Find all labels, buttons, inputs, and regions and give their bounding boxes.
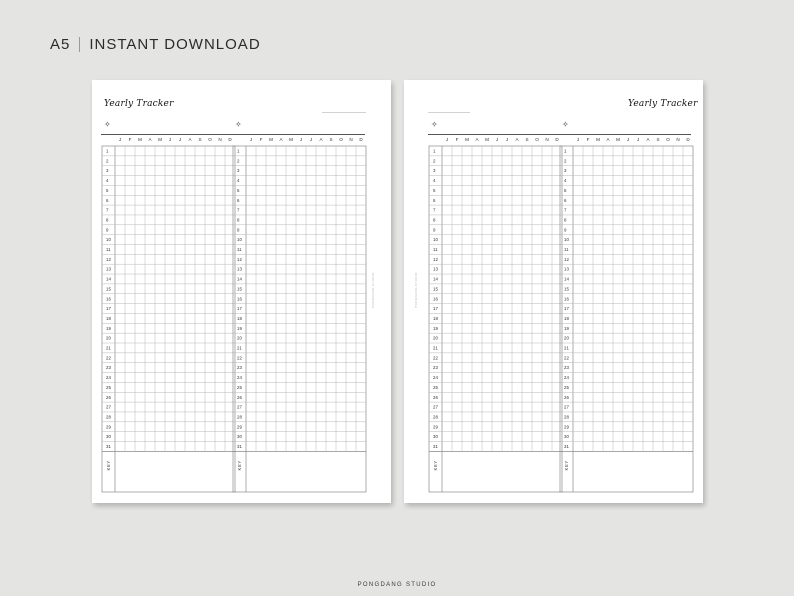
month-label: M bbox=[596, 137, 600, 142]
day-label: 10 bbox=[237, 237, 242, 243]
day-label: 18 bbox=[564, 315, 569, 321]
month-label: M bbox=[289, 137, 293, 142]
day-label: 26 bbox=[564, 394, 569, 400]
day-label: 3 bbox=[237, 168, 240, 174]
day-label: 15 bbox=[564, 286, 569, 292]
day-label: 11 bbox=[237, 247, 242, 253]
day-label: 11 bbox=[433, 247, 438, 253]
format-size: A5 bbox=[50, 36, 71, 53]
month-label: S bbox=[656, 137, 660, 142]
day-label: 11 bbox=[106, 247, 111, 253]
month-label: A bbox=[515, 137, 519, 142]
month-label: A bbox=[475, 137, 479, 142]
month-label: D bbox=[555, 137, 559, 142]
day-label: 16 bbox=[106, 296, 111, 302]
month-label: J bbox=[636, 137, 640, 142]
month-label: J bbox=[299, 137, 303, 142]
month-label: F bbox=[259, 137, 263, 142]
day-label: 4 bbox=[564, 178, 567, 184]
day-label: 3 bbox=[433, 168, 436, 174]
day-label: 17 bbox=[106, 306, 111, 312]
day-label: 25 bbox=[106, 384, 111, 390]
month-label: A bbox=[279, 137, 283, 142]
day-label: 16 bbox=[564, 296, 569, 302]
day-label: 9 bbox=[564, 227, 567, 233]
day-label: 17 bbox=[564, 306, 569, 312]
day-label: 19 bbox=[564, 325, 569, 331]
sparkle-icon: ✧ bbox=[104, 120, 111, 129]
day-label: 13 bbox=[106, 266, 111, 272]
month-label: O bbox=[666, 137, 670, 142]
month-label: J bbox=[495, 137, 499, 142]
day-label: 20 bbox=[433, 335, 438, 341]
day-label: 28 bbox=[433, 414, 438, 420]
month-label: F bbox=[586, 137, 590, 142]
day-label: 5 bbox=[106, 187, 109, 193]
day-label: 23 bbox=[564, 365, 569, 371]
month-label: A bbox=[148, 137, 152, 142]
month-label: N bbox=[545, 137, 549, 142]
day-label: 8 bbox=[564, 217, 567, 223]
day-label: 10 bbox=[564, 237, 569, 243]
day-label: 15 bbox=[433, 286, 438, 292]
day-label: 29 bbox=[433, 424, 438, 430]
day-label: 24 bbox=[564, 375, 569, 381]
day-label: 22 bbox=[237, 355, 242, 361]
sparkle-icon: ✧ bbox=[431, 120, 438, 129]
day-label: 26 bbox=[237, 394, 242, 400]
day-label: 20 bbox=[237, 335, 242, 341]
month-label: A bbox=[188, 137, 192, 142]
day-label: 1 bbox=[564, 148, 567, 154]
day-label: 8 bbox=[433, 217, 436, 223]
key-label: KEY bbox=[564, 460, 569, 471]
month-label: M bbox=[485, 137, 489, 142]
day-label: 5 bbox=[237, 187, 240, 193]
month-label: D bbox=[686, 137, 690, 142]
day-label: 13 bbox=[564, 266, 569, 272]
day-label: 30 bbox=[433, 434, 438, 440]
month-label: S bbox=[329, 137, 333, 142]
month-label: O bbox=[208, 137, 212, 142]
day-label: 21 bbox=[564, 345, 569, 351]
day-label: 31 bbox=[237, 444, 242, 450]
day-label: 28 bbox=[237, 414, 242, 420]
day-label: 14 bbox=[564, 276, 569, 282]
day-label: 8 bbox=[237, 217, 240, 223]
day-label: 6 bbox=[106, 197, 109, 203]
day-label: 14 bbox=[237, 276, 242, 282]
day-label: 28 bbox=[106, 414, 111, 420]
page-title-left: Yearly Tracker bbox=[104, 99, 174, 109]
day-label: 4 bbox=[237, 178, 240, 184]
day-label: 31 bbox=[106, 444, 111, 450]
day-label: 15 bbox=[237, 286, 242, 292]
day-label: 5 bbox=[564, 187, 567, 193]
page-title-right: Yearly Tracker bbox=[628, 99, 698, 109]
month-label: N bbox=[349, 137, 353, 142]
day-label: 30 bbox=[237, 434, 242, 440]
day-label: 19 bbox=[433, 325, 438, 331]
day-label: 12 bbox=[433, 256, 438, 262]
sparkle-icon: ✧ bbox=[235, 120, 242, 129]
day-label: 7 bbox=[106, 207, 109, 213]
day-label: 12 bbox=[237, 256, 242, 262]
day-label: 16 bbox=[237, 296, 242, 302]
month-label: M bbox=[465, 137, 469, 142]
day-label: 15 bbox=[106, 286, 111, 292]
day-label: 19 bbox=[237, 325, 242, 331]
day-label: 25 bbox=[433, 384, 438, 390]
day-label: 2 bbox=[433, 158, 436, 164]
day-label: 26 bbox=[106, 394, 111, 400]
day-label: 13 bbox=[433, 266, 438, 272]
key-label: KEY bbox=[106, 460, 111, 471]
day-label: 19 bbox=[106, 325, 111, 331]
day-label: 24 bbox=[433, 375, 438, 381]
day-label: 24 bbox=[237, 375, 242, 381]
month-label: O bbox=[535, 137, 539, 142]
day-label: 29 bbox=[106, 424, 111, 430]
day-label: 2 bbox=[564, 158, 567, 164]
day-label: 1 bbox=[106, 148, 109, 154]
day-label: 22 bbox=[433, 355, 438, 361]
month-label: J bbox=[626, 137, 630, 142]
month-label: M bbox=[616, 137, 620, 142]
day-label: 18 bbox=[106, 315, 111, 321]
day-label: 31 bbox=[433, 444, 438, 450]
day-label: 25 bbox=[237, 384, 242, 390]
day-label: 24 bbox=[106, 375, 111, 381]
month-label: J bbox=[178, 137, 182, 142]
month-label: F bbox=[455, 137, 459, 142]
day-label: 6 bbox=[564, 197, 567, 203]
day-label: 31 bbox=[564, 444, 569, 450]
month-label: A bbox=[606, 137, 610, 142]
day-label: 27 bbox=[564, 404, 569, 410]
month-label: A bbox=[646, 137, 650, 142]
day-label: 25 bbox=[564, 384, 569, 390]
day-label: 18 bbox=[433, 315, 438, 321]
month-label: J bbox=[118, 137, 122, 142]
day-label: 22 bbox=[106, 355, 111, 361]
day-label: 14 bbox=[106, 276, 111, 282]
day-label: 4 bbox=[433, 178, 436, 184]
day-label: 30 bbox=[106, 434, 111, 440]
day-label: 23 bbox=[106, 365, 111, 371]
month-label: J bbox=[309, 137, 313, 142]
day-label: 3 bbox=[564, 168, 567, 174]
sparkle-icon: ✧ bbox=[562, 120, 569, 129]
day-label: 7 bbox=[433, 207, 436, 213]
day-label: 29 bbox=[564, 424, 569, 430]
day-label: 4 bbox=[106, 178, 109, 184]
day-label: 18 bbox=[237, 315, 242, 321]
day-label: 6 bbox=[237, 197, 240, 203]
day-label: 6 bbox=[433, 197, 436, 203]
month-label: F bbox=[128, 137, 132, 142]
day-label: 29 bbox=[237, 424, 242, 430]
day-label: 7 bbox=[237, 207, 240, 213]
key-label: KEY bbox=[433, 460, 438, 471]
day-label: 23 bbox=[237, 365, 242, 371]
studio-credit: PONGDANG STUDIO bbox=[357, 582, 437, 588]
day-label: 7 bbox=[564, 207, 567, 213]
month-label: N bbox=[218, 137, 222, 142]
day-label: 27 bbox=[106, 404, 111, 410]
day-label: 17 bbox=[237, 306, 242, 312]
day-label: 30 bbox=[564, 434, 569, 440]
day-label: 12 bbox=[564, 256, 569, 262]
month-label: J bbox=[505, 137, 509, 142]
day-label: 2 bbox=[237, 158, 240, 164]
day-label: 28 bbox=[564, 414, 569, 420]
day-label: 8 bbox=[106, 217, 109, 223]
brand-watermark-right: PONGDANG STUDIO bbox=[413, 272, 418, 308]
key-label: KEY bbox=[237, 460, 242, 471]
day-label: 22 bbox=[564, 355, 569, 361]
month-label: J bbox=[445, 137, 449, 142]
day-label: 27 bbox=[237, 404, 242, 410]
day-label: 2 bbox=[106, 158, 109, 164]
month-label: J bbox=[576, 137, 580, 142]
day-label: 9 bbox=[106, 227, 109, 233]
day-label: 20 bbox=[564, 335, 569, 341]
day-label: 11 bbox=[564, 247, 569, 253]
month-label: J bbox=[168, 137, 172, 142]
day-label: 9 bbox=[433, 227, 436, 233]
month-label: D bbox=[359, 137, 363, 142]
day-label: 26 bbox=[433, 394, 438, 400]
day-label: 23 bbox=[433, 365, 438, 371]
day-label: 21 bbox=[106, 345, 111, 351]
month-label: S bbox=[198, 137, 202, 142]
day-label: 3 bbox=[106, 168, 109, 174]
month-label: O bbox=[339, 137, 343, 142]
month-label: M bbox=[269, 137, 273, 142]
day-label: 1 bbox=[433, 148, 436, 154]
month-label: J bbox=[249, 137, 253, 142]
day-label: 21 bbox=[237, 345, 242, 351]
day-label: 1 bbox=[237, 148, 240, 154]
day-label: 9 bbox=[237, 227, 240, 233]
day-label: 10 bbox=[106, 237, 111, 243]
month-label: S bbox=[525, 137, 529, 142]
day-label: 12 bbox=[106, 256, 111, 262]
brand-watermark-left: PONGDANG STUDIO bbox=[370, 272, 375, 308]
day-label: 16 bbox=[433, 296, 438, 302]
month-label: D bbox=[228, 137, 232, 142]
day-label: 27 bbox=[433, 404, 438, 410]
month-label: N bbox=[676, 137, 680, 142]
day-label: 17 bbox=[433, 306, 438, 312]
month-label: M bbox=[138, 137, 142, 142]
header-label: INSTANT DOWNLOAD bbox=[89, 36, 261, 53]
day-label: 10 bbox=[433, 237, 438, 243]
day-label: 21 bbox=[433, 345, 438, 351]
month-label: M bbox=[158, 137, 162, 142]
month-label: A bbox=[319, 137, 323, 142]
day-label: 20 bbox=[106, 335, 111, 341]
day-label: 13 bbox=[237, 266, 242, 272]
day-label: 14 bbox=[433, 276, 438, 282]
day-label: 5 bbox=[433, 187, 436, 193]
